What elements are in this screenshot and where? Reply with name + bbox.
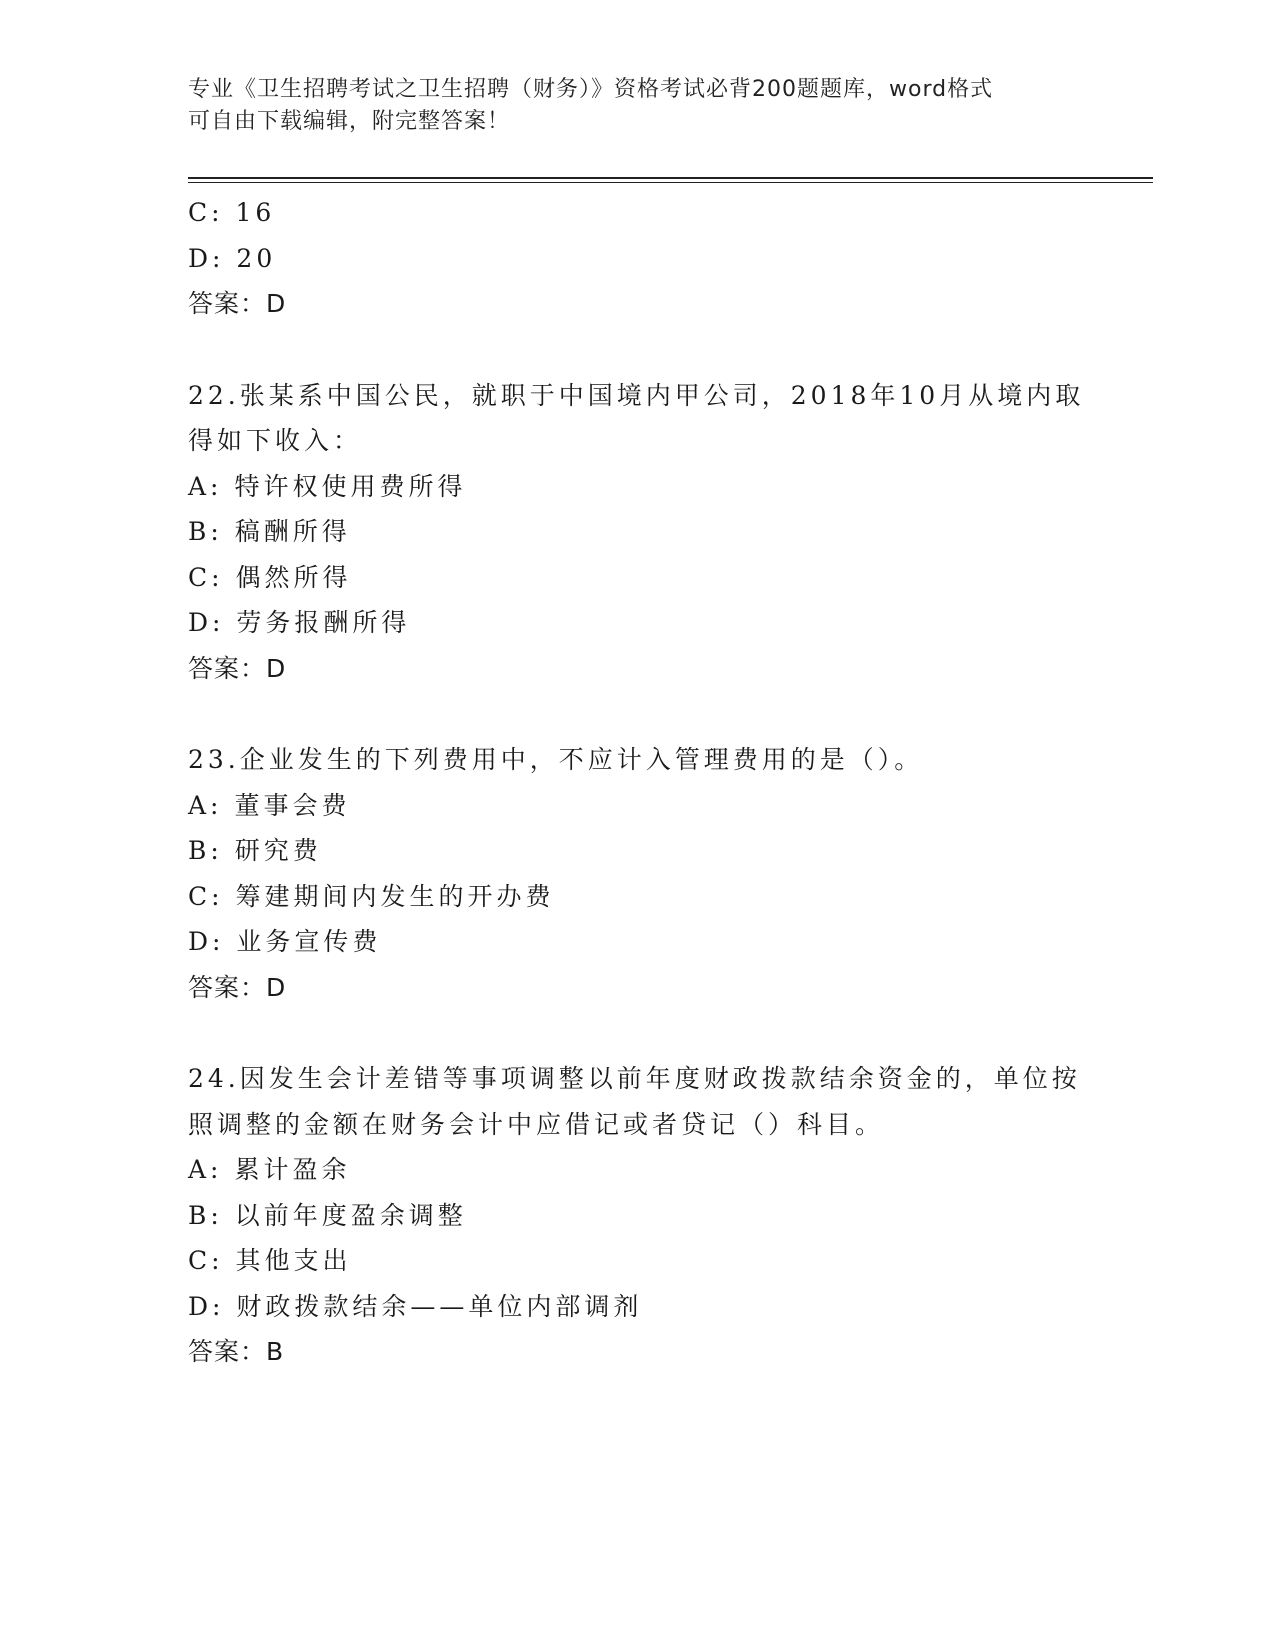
option-d — [188, 1284, 1088, 1330]
answer-line: 答案：D — [188, 289, 287, 318]
question-text-line-1 — [188, 737, 1088, 783]
option-text: 财政拨款结余——单位内部调剂 — [236, 1291, 643, 1321]
option-label: B: — [188, 1200, 223, 1230]
question-number: 24. — [188, 1064, 240, 1093]
option-label: C: — [188, 562, 224, 592]
option-c — [188, 874, 1088, 920]
option-d — [188, 236, 1088, 282]
option-label: A: — [188, 1155, 223, 1184]
option-text: 稿酬所得 — [234, 517, 351, 546]
option-c — [188, 1238, 1088, 1284]
option-text: 业务宣传费 — [236, 927, 382, 956]
question-text-line-2: 照调整的金额在财务会计中应借记或者贷记（）科目。 — [188, 1109, 885, 1139]
option-text: 筹建期间内发生的开办费 — [235, 881, 555, 911]
option-text: 以前年度盈余调整 — [234, 1200, 467, 1230]
header-line-1: 专业《卫生招聘考试之卫生招聘（财务）》资格考试必背200题题库，word格式 — [188, 77, 994, 102]
header-line-2: 可自由下载编辑，附完整答案！ — [188, 109, 511, 134]
option-a — [188, 464, 1088, 510]
question-text-line-1 — [188, 373, 1088, 419]
option-a — [188, 783, 1088, 829]
question-number: 23. — [188, 745, 240, 774]
option-label: C: — [188, 198, 224, 227]
question-text-line-1 — [188, 1056, 1088, 1102]
document-header — [188, 74, 1088, 138]
option-text: 20 — [236, 243, 277, 273]
option-label: D: — [188, 927, 225, 956]
option-text: 其他支出 — [235, 1246, 352, 1275]
option-text: 研究费 — [234, 836, 322, 865]
option-label: D: — [188, 608, 225, 637]
option-b — [188, 828, 1088, 874]
option-label: A: — [188, 790, 223, 820]
answer-line: 答案：D — [188, 972, 287, 1002]
question-text: 因发生会计差错等事项调整以前年度财政拨款结余资金的，单位按 — [239, 1064, 1081, 1093]
option-label: A: — [188, 471, 223, 501]
question-23 — [188, 737, 1088, 1010]
question-text-line-2: 得如下收入： — [188, 426, 363, 455]
option-d — [188, 600, 1088, 646]
option-d — [188, 919, 1088, 965]
option-label: C: — [188, 881, 224, 911]
option-text: 董事会费 — [234, 790, 351, 820]
option-text: 劳务报酬所得 — [236, 608, 411, 637]
option-b — [188, 1193, 1088, 1239]
option-label: B: — [188, 517, 223, 546]
answer-line: 答案：D — [188, 653, 287, 683]
question-list — [188, 190, 1088, 1375]
option-text: 累计盈余 — [234, 1155, 351, 1184]
option-label: D: — [188, 243, 225, 273]
question-text: 企业发生的下列费用中，不应计入管理费用的是（）。 — [239, 745, 924, 774]
option-c — [188, 190, 1088, 236]
header-divider-thick — [188, 177, 1153, 179]
option-text: 偶然所得 — [235, 562, 352, 592]
prev-question — [188, 190, 1088, 327]
option-label: C: — [188, 1246, 224, 1275]
option-text: 16 — [235, 198, 276, 227]
answer-line: 答案：B — [188, 1337, 285, 1366]
option-c — [188, 555, 1088, 601]
question-22 — [188, 373, 1088, 692]
option-text: 特许权使用费所得 — [234, 471, 467, 501]
question-text: 张某系中国公民，就职于中国境内甲公司，2018年10月从境内取 — [239, 380, 1085, 410]
option-label: D: — [188, 1291, 225, 1321]
question-24 — [188, 1056, 1088, 1375]
question-number: 22. — [188, 380, 240, 410]
option-a — [188, 1147, 1088, 1193]
option-b — [188, 509, 1088, 555]
header-divider-thin — [188, 182, 1153, 183]
option-label: B: — [188, 836, 223, 865]
